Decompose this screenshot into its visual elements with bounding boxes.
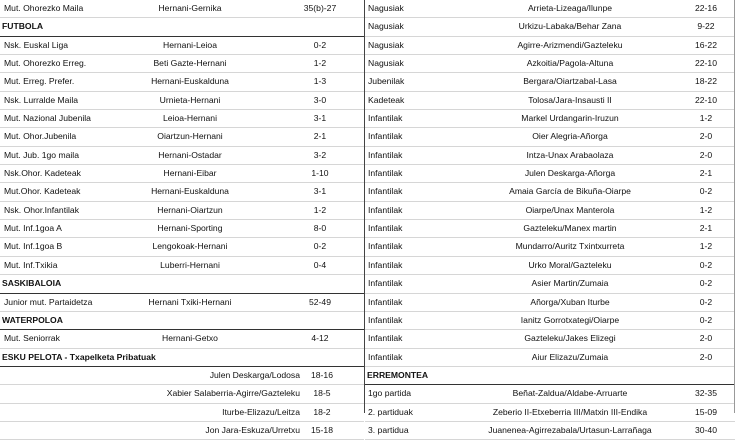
match-cell: Julen Deskarga-Añorga [524,168,616,179]
match-cell: Hernani-Oiartzun [157,204,223,215]
score-cell: 0-2 [699,278,713,289]
match-cell: Añorga/Xuban Iturbe [530,296,610,307]
table-row [365,385,735,403]
category-cell: Infantilak [368,113,403,124]
category-cell: Infantilak [368,278,403,289]
futbola-table [0,37,364,275]
category-cell: Infantilak [368,333,403,344]
category-cell: Nagusiak [368,39,404,50]
category-cell: Nagusiak [368,21,404,32]
match-cell: Xabier Salaberria-Agirre/Gazteleku [166,388,300,399]
esku-pelota-table [0,367,364,440]
table-row [0,202,364,220]
category-cell: Infantilak [368,186,403,197]
score-cell: 22-10 [695,58,717,69]
table-row [0,110,364,128]
match-cell: Urko Moral/Gazteleku [528,259,612,270]
match-cell: Bergara/Oiartzabal-Lasa [523,76,617,87]
category-cell: Nsk. Lurralde Maila [4,94,79,105]
match-cell: Julen Deskarga/Lodosa [209,369,300,380]
score-cell: 0-4 [313,259,327,270]
table-row [365,73,735,91]
table-row [365,183,735,201]
category-cell: Infantilak [368,131,403,142]
score-cell: 18-16 [311,369,333,380]
category-cell: Mut. Inf.Txikia [4,259,58,270]
score-cell: 35(b)-27 [303,3,337,13]
score-cell: 18-22 [695,76,717,87]
score-cell: 22-16 [695,3,717,13]
score-cell: 1-2 [699,113,713,124]
match-cell: Oier Alegria-Añorga [532,131,608,142]
section-header-saskibaloia [0,275,364,293]
match-cell: Tolosa/Jara-Insausti II [528,94,612,105]
table-row [365,220,735,238]
category-cell: Mut. Nazional Jubenila [4,113,91,124]
section-header-futbola [0,18,364,36]
table-row [0,165,364,183]
score-cell: 3-1 [313,186,327,197]
match-cell: Urkizu-Labaka/Behar Zana [518,21,622,32]
score-cell: 3-1 [313,113,327,124]
section-title: ESKU PELOTA - Txapelketa Pribatuak [2,351,156,362]
score-cell: 16-22 [695,39,717,50]
category-cell: Mut. Inf.1goa B [4,241,63,252]
match-cell: Aiur Elizazu/Zumaia [531,351,609,362]
category-cell: Infantilak [368,259,403,270]
category-cell: Infantilak [368,149,403,160]
category-cell: Nsk. Ohor.Infantilak [4,204,79,215]
match-cell: Juanenea-Agirrezabala/Urtasun-Larrañaga [488,424,652,435]
table-row [0,367,364,385]
score-cell: 1-3 [313,76,327,87]
category-cell: Mut. Erreg. Prefer. [4,76,75,87]
match-cell: Jon Jara-Eskuza/Urretxu [205,424,300,435]
category-cell: Infantilak [368,241,403,252]
table-row [365,37,735,55]
table-row [0,294,364,312]
table-row [0,385,364,403]
match-cell: Hernani-Euskalduna [151,186,229,197]
match-cell: Hernani-Leioa [163,39,217,50]
category-cell: Kadeteak [368,94,405,105]
score-cell: 0-2 [699,314,713,325]
match-cell: Ianitz Gorrotxategi/Oiarpe [520,314,620,325]
score-cell: 18-2 [313,406,331,417]
score-cell: 2-0 [699,131,713,142]
match-cell: Gazteleku/Manex martin [523,223,617,234]
category-cell: Nsk.Ohor. Kadeteak [4,168,81,179]
category-cell: Mut. Ohorezko Maila [4,3,84,13]
score-cell: 22-10 [695,94,717,105]
table-row [365,422,735,440]
score-cell: 30-40 [695,424,717,435]
match-cell: Beñat-Zaldua/Aldabe-Arruarte [512,388,628,399]
score-cell: 8-0 [313,223,327,234]
category-cell: Infantilak [368,223,403,234]
table-row [0,220,364,238]
match-cell: Hernani-Getxo [162,333,218,344]
score-cell: 1-2 [313,58,327,69]
score-cell: 0-2 [699,296,713,307]
category-cell: Infantilak [368,296,403,307]
category-cell: Nsk. Euskal Liga [4,39,69,50]
table-row [365,257,735,275]
table-row [365,18,735,36]
category-cell: Mut. Ohorezko Erreg. [4,58,87,69]
score-cell: 2-0 [699,149,713,160]
table-row [365,0,735,18]
score-cell: 0-2 [313,241,327,252]
section-header-erremontea [365,367,735,385]
score-cell: 0-2 [313,39,327,50]
pelota-results-table [365,0,735,367]
table-row [365,330,735,348]
category-cell: Infantilak [368,204,403,215]
score-cell: 3-0 [313,94,327,105]
table-row [0,257,364,275]
score-cell: 18-5 [313,388,331,399]
category-cell: Nagusiak [368,58,404,69]
match-cell: Oiarpe/Unax Manterola [525,204,615,215]
score-cell: 2-1 [699,223,713,234]
match-cell: Lengokoak-Hernani [152,241,228,252]
match-cell: Mundarro/Auritz Txintxurreta [515,241,625,252]
score-cell: 1-2 [699,204,713,215]
table-row [0,422,364,440]
category-cell: Mut. Jub. 1go maila [4,149,79,160]
table-row [0,183,364,201]
table-row [365,92,735,110]
right-results-column [365,0,735,435]
table-row [0,92,364,110]
category-cell: Mut. Ohor.Jubenila [4,131,77,142]
category-cell: 1go partida [368,388,412,399]
erremontea-table [365,385,735,440]
score-cell: 2-1 [699,168,713,179]
table-row [0,73,364,91]
match-cell: Hernani-Euskalduna [151,76,229,87]
match-cell: Markel Urdangarin-Iruzun [521,113,619,124]
table-row [0,0,364,18]
table-row [0,37,364,55]
section-title: FUTBOLA [2,21,44,32]
score-cell: 1-10 [311,168,329,179]
match-cell: Gazteleku/Jakes Elizegi [524,333,616,344]
score-cell: 9-22 [697,21,715,32]
score-cell: 2-0 [699,333,713,344]
match-cell: Oiartzun-Hernani [157,131,223,142]
table-row [0,128,364,146]
table-row [365,238,735,256]
table-row [0,55,364,73]
score-cell: 0-2 [699,259,713,270]
table-row [0,404,364,422]
category-cell: 2. partiduak [368,406,413,417]
table-row [365,349,735,367]
section-title: SASKIBALOIA [2,278,62,289]
table-row [365,55,735,73]
category-cell: Infantilak [368,351,403,362]
section-header-esku-pelota [0,349,364,367]
score-cell: 0-2 [699,186,713,197]
match-cell: Hernani-Gernika [158,3,222,13]
table-row [365,147,735,165]
match-cell: Leioa-Hernani [163,113,217,124]
match-cell: Asier Martin/Zumaia [531,278,609,289]
left-results-column [0,0,364,435]
score-cell: 1-2 [699,241,713,252]
category-cell: 3. partidua [368,424,409,435]
category-cell: Infantilak [368,314,403,325]
score-cell: 4-12 [311,333,329,344]
saskibaloia-table [0,294,364,312]
match-cell: Hernani-Eibar [163,168,217,179]
match-cell: Amaia García de Bikuña-Oiarpe [509,186,631,197]
table-row [365,202,735,220]
table-row [365,312,735,330]
table-row [0,147,364,165]
category-cell: Mut. Inf.1goa A [4,223,62,234]
match-cell: Beti Gazte-Hernani [153,58,227,69]
match-cell: Hernani-Ostadar [158,149,222,160]
category-cell: Jubenilak [368,76,405,87]
category-cell: Mut.Ohor. Kadeteak [4,186,81,197]
match-cell: Luberri-Hernani [160,259,220,270]
score-cell: 1-2 [313,204,327,215]
section-title: WATERPOLOA [2,314,63,325]
score-cell: 15-09 [695,406,717,417]
match-cell: Intza-Unax Arabaolaza [526,149,614,160]
table-row [0,330,364,348]
match-cell: Hernani-Sporting [157,223,223,234]
table-row [365,128,735,146]
match-cell: Zeberio II-Etxeberria III/Matxin III-Endika [492,406,648,417]
score-cell: 2-0 [699,351,713,362]
category-cell: Junior mut. Partaidetza [4,296,93,307]
table-row [365,404,735,422]
section-header-waterpoloa [0,312,364,330]
category-cell: Mut. Seniorrak [4,333,60,344]
match-cell: Azkoitia/Pagola-Altuna [526,58,614,69]
match-cell: Urnieta-Hernani [159,94,221,105]
category-cell: Infantilak [368,168,403,179]
score-cell: 52-49 [309,296,331,307]
score-cell: 15-18 [311,424,333,435]
score-cell: 2-1 [313,131,327,142]
match-cell: Arrieta-Lizeaga/Ilunpe [527,3,613,13]
table-row [365,110,735,128]
score-cell: 32-35 [695,388,717,399]
match-cell: Hernani Txiki-Hernani [148,296,232,307]
waterpoloa-table [0,330,364,348]
table-row [365,294,735,312]
table-row [365,275,735,293]
match-cell: Agirre-Arizmendi/Gazteleku [517,39,623,50]
table-row [0,238,364,256]
match-cell: Iturbe-Elizazu/Leitza [222,406,300,417]
section-title: ERREMONTEA [367,369,429,380]
table-row [365,165,735,183]
category-cell: Nagusiak [368,3,404,13]
score-cell: 3-2 [313,149,327,160]
